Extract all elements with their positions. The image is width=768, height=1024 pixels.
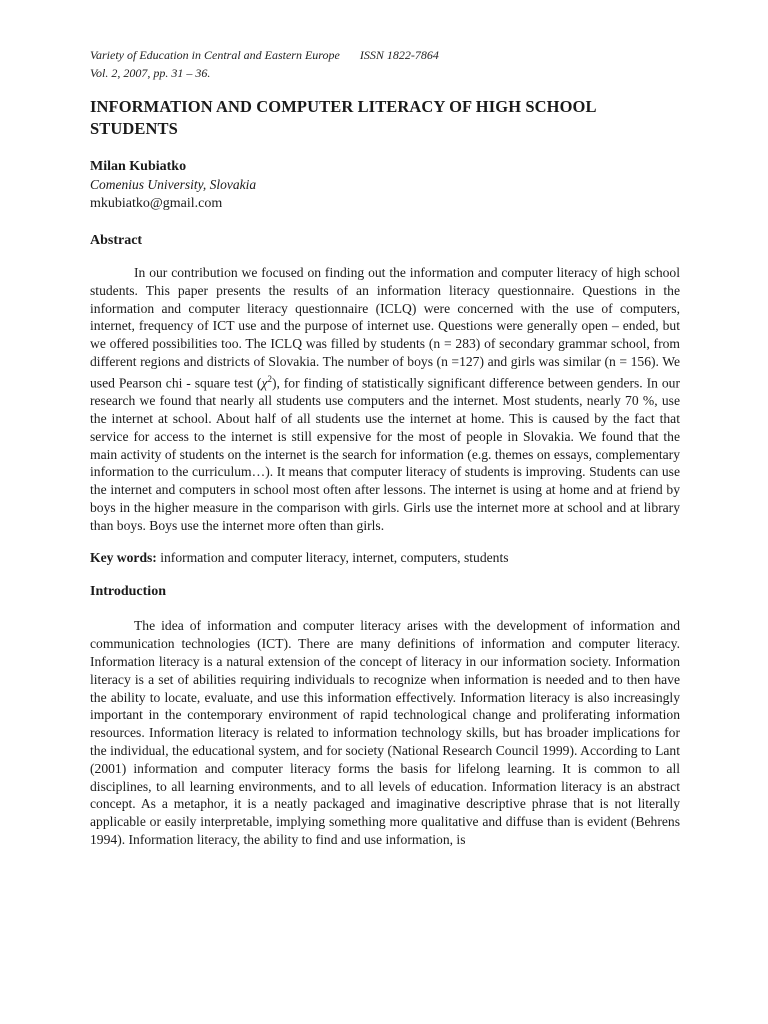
- abstract-paragraph: [90, 264, 680, 534]
- author-email: mkubiatko@gmail.com: [90, 196, 223, 211]
- author-affiliation: Comenius University, Slovakia: [90, 177, 257, 192]
- abstract-text-part2: ), for finding of statistically significant difference between genders. In our research we found that nearly all students use computers and the internet. Most students, nearly 70 %, use the internet at school. About half of all students use the internet at home. This is caused by the fact that service for access to the internet is still expensive for the most of people in Slovakia. We found that the main activity of students on the internet is the search for information (e.g. themes on essays, complementary information to the curriculum…). It means that computer literacy of students is improving. Students can use the internet and computers in school most often after lessons. The internet is using at home and at friend by boys in the higher measure in the comparison with girls. Girls use the internet more at school and at library than boys. Boys use the internet more often than girls.: [90, 375, 680, 533]
- journal-header: [90, 46, 680, 82]
- paper-title: INFORMATION AND COMPUTER LITERACY OF HIGH SCHOOL STUDENTS: [90, 97, 596, 138]
- introduction-paragraph: The idea of information and computer literacy arises with the development of information and communication technologies (ICT). There are many definitions of information and computer literacy. Information literacy is a natural extension of the concept of literacy in our information society. Information literacy is a set of abilities requiring individuals to recognize when information is needed and to then have the ability to locate, evaluate, and use this information effectively. Information literacy is also increasingly important in the contemporary environment of rapid technological change and proliferating information resources. Information literacy is related to information technology skills, but has broader implications for the individual, the educational system, and for society (National Research Council 1999). According to Lant (2001) information and computer literacy forms the basis for lifelong learning. It is common to all disciplines, to all learning environments, and to all levels of education. Information literacy is an abstract concept. As a metaphor, it is a neatly packaged and imaginative descriptive phrase that is not literally applicable or easily interpretable, implying something more qualitative and diffuse than is evident (Behrens 1994). Information literacy, the ability to find and use information, is: [90, 618, 680, 848]
- abstract-heading: Abstract: [90, 233, 143, 248]
- chi-superscript: 2: [267, 373, 272, 384]
- journal-line: [90, 46, 680, 64]
- volume-line: Vol. 2, 2007, pp. 31 – 36.: [90, 66, 211, 80]
- issn: ISSN 1822-7864: [359, 48, 439, 62]
- keywords-label: Key words:: [90, 550, 157, 566]
- journal-name: Variety of Education in Central and Eastern Europe: [90, 48, 340, 62]
- keywords-text: information and computer literacy, internet, computers, students: [160, 550, 509, 566]
- keywords-line: [90, 549, 680, 567]
- introduction-heading: Introduction: [90, 584, 166, 600]
- author-name: Milan Kubiatko: [90, 159, 187, 174]
- abstract-text-part1: In our contribution we focused on finding out the information and computer literacy of high school students. This paper presents the results of an information literacy questionnaire. Questions in the information and computer literacy questionnaire (ICLQ) were concerned with the use of computers, internet, frequency of ICT use and the purpose of internet use. Questions were generally open – ended, but we offered possibilities too. The ICLQ was filled by students (n = 283) of secondary grammar school, from different regions and districts of Slovakia. The number of boys (n =127) and girls was similar (n = 156). We used Pearson chi - square test (: [90, 265, 680, 391]
- chi-symbol: χ: [261, 375, 268, 391]
